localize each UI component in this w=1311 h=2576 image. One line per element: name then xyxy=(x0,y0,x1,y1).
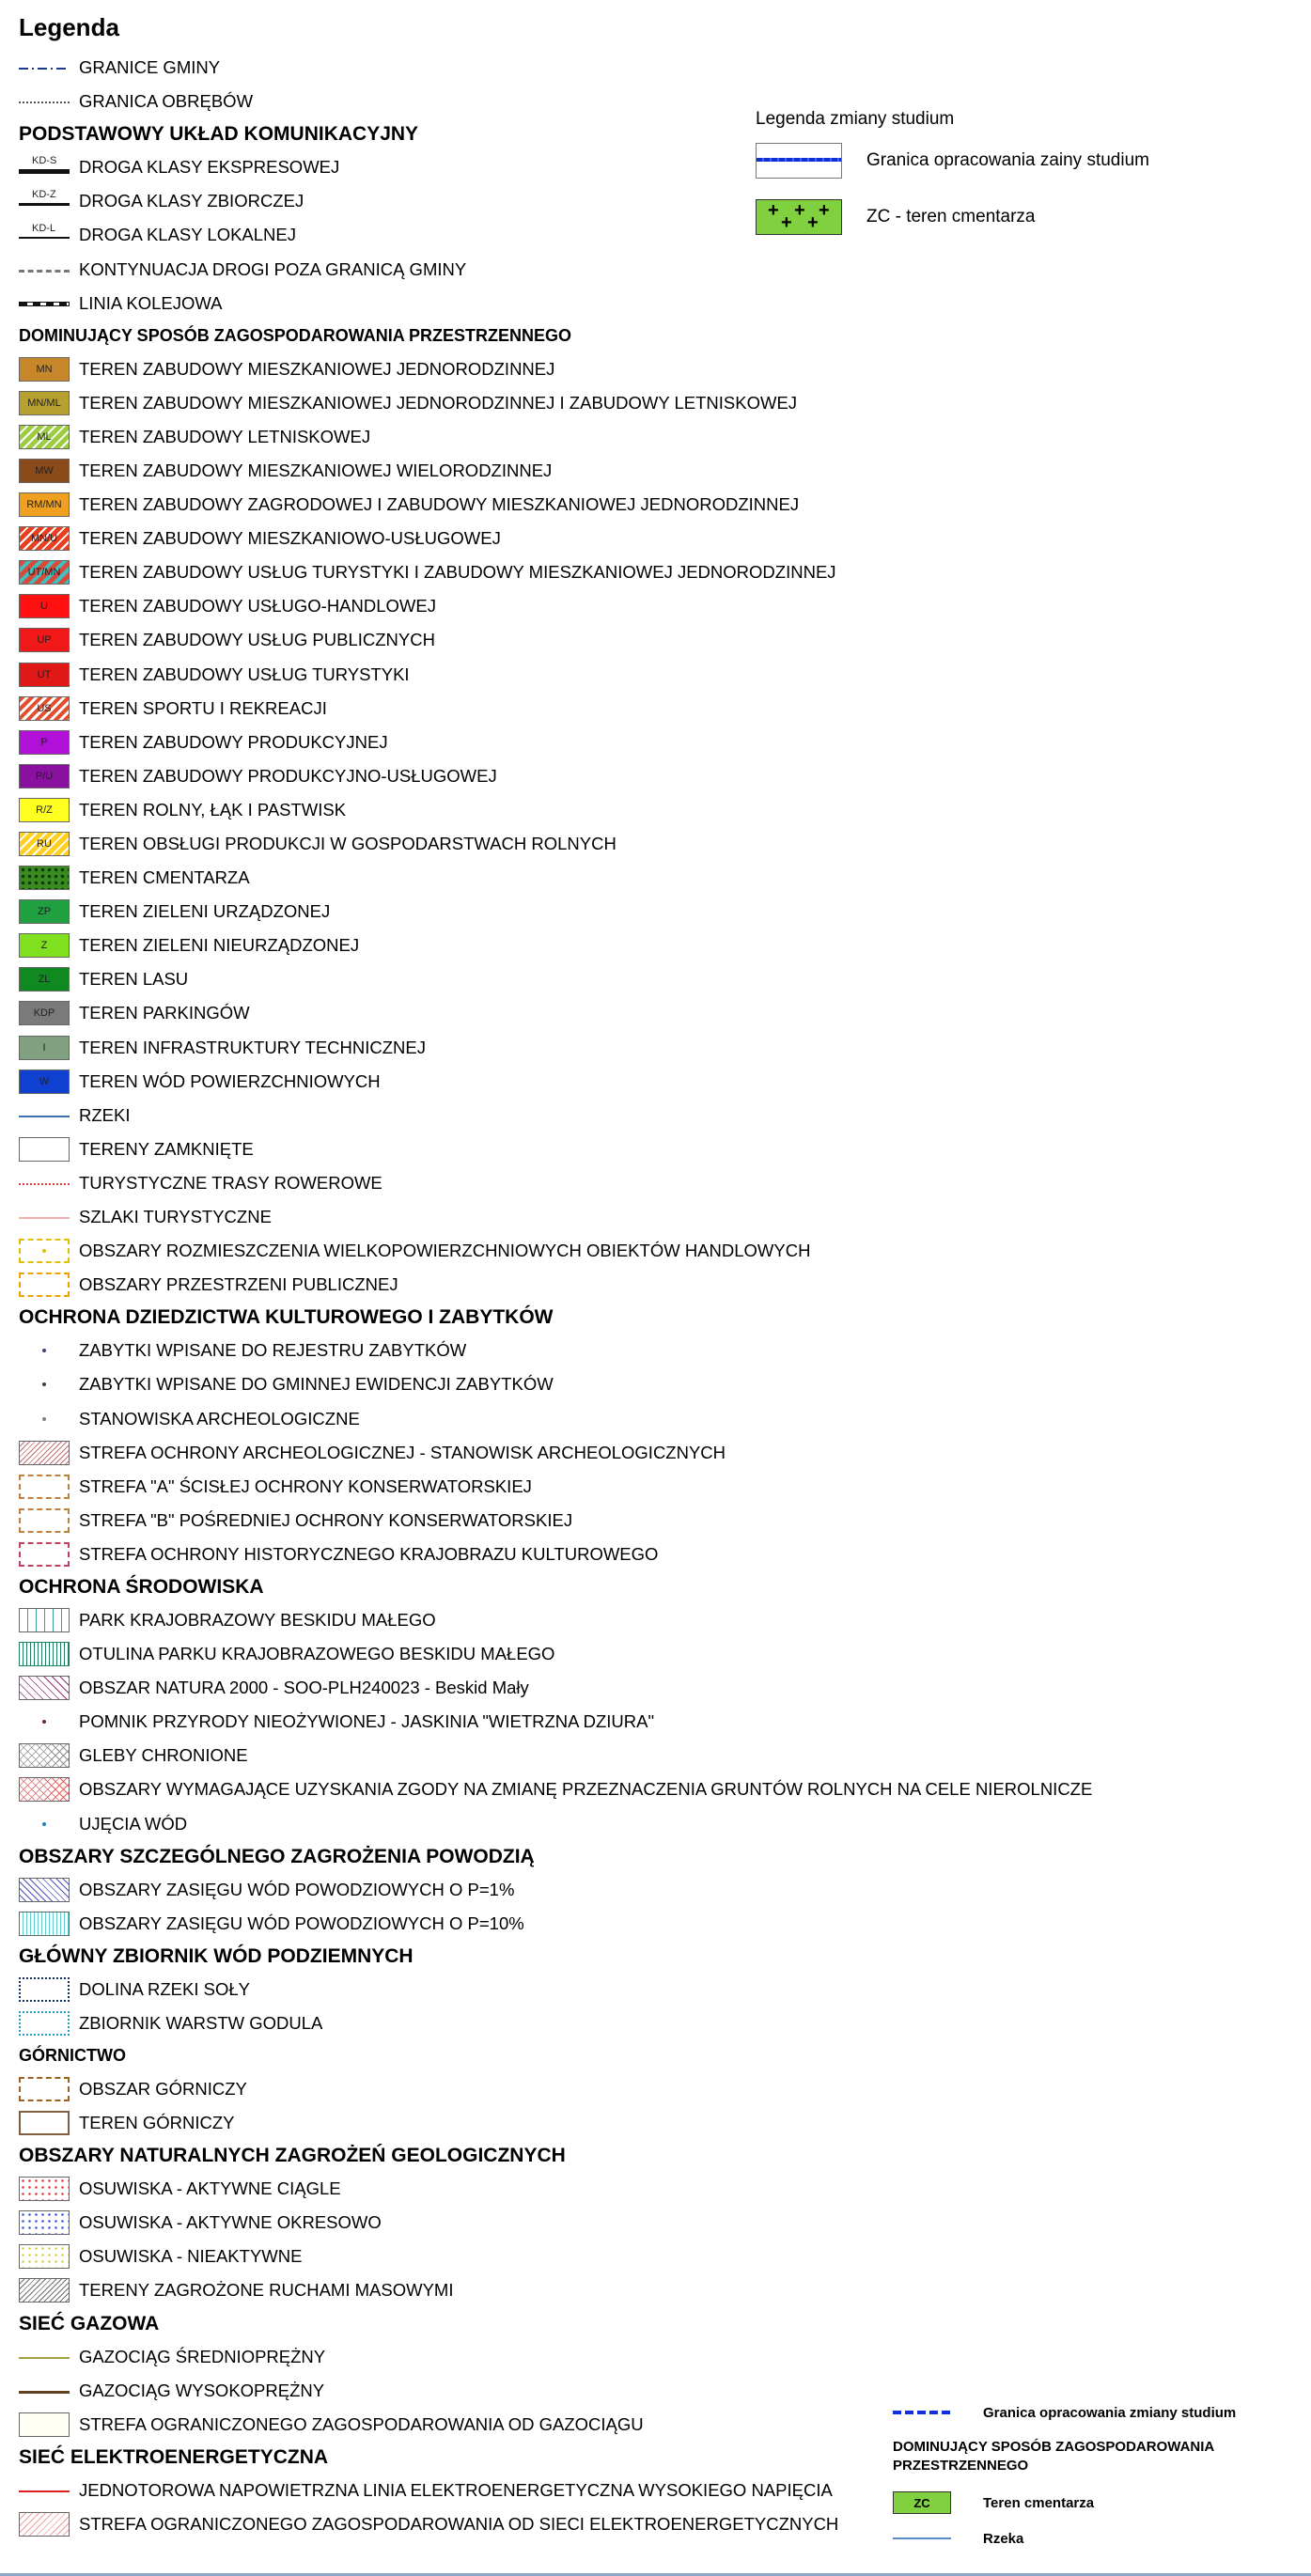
legend-item-label: TEREN ZIELENI NIEURZĄDZONEJ xyxy=(79,935,360,956)
legend-symbol xyxy=(19,1912,70,1936)
legend-item-strefa-ochrony-archeologicznej-stanowisk xyxy=(19,1436,1128,1470)
bottom-cemetery-label: Teren cmentarza xyxy=(983,2494,1095,2511)
legend-symbol xyxy=(19,560,70,585)
legend-symbol xyxy=(19,866,70,890)
legend-symbol xyxy=(19,967,70,991)
legend-item-label: TEREN ZABUDOWY USŁUG PUBLICZNYCH xyxy=(79,630,435,650)
line-symbol xyxy=(19,1217,70,1219)
legend-item-label: ZABYTKI WPISANE DO GMINNEJ EWIDENCJI ZABYTKÓW xyxy=(79,1374,554,1395)
legend-symbol xyxy=(19,1710,70,1734)
line-symbol xyxy=(19,101,70,103)
road-line xyxy=(19,237,70,239)
legend-item-label: TERENY ZAMKNIĘTE xyxy=(79,1138,254,1159)
legend-item-label: DROGA KLASY EKSPRESOWEJ xyxy=(79,157,340,178)
legend-item-label: ZABYTKI WPISANE DO REJESTRU ZABYTKÓW xyxy=(79,1340,467,1361)
road-line xyxy=(19,169,70,174)
land-use-code: UT/MN xyxy=(27,567,61,579)
land-use-code: ZL xyxy=(38,974,51,986)
legend-symbol xyxy=(19,1608,70,1632)
bottom-boundary-symbol xyxy=(893,2401,951,2424)
legend-symbol xyxy=(19,526,70,551)
legend-symbol xyxy=(19,1878,70,1902)
legend-symbol xyxy=(19,663,70,687)
legend-item-osuwiska-aktywne-okresowo xyxy=(19,2206,1128,2240)
legend-item-label: TEREN ZABUDOWY LETNISKOWEJ xyxy=(79,426,371,446)
legend-item-granice-gminy xyxy=(19,51,1128,85)
legend-symbol xyxy=(19,1777,70,1802)
legend-item-label: OTULINA PARKU KRAJOBRAZOWEGO BESKIDU MAŁEGO xyxy=(79,1644,555,1664)
legend-item-label: TEREN ZABUDOWY ZAGRODOWEJ I ZABUDOWY MIESZKANIOWEJ JEDNORODZINNEJ xyxy=(79,494,800,515)
bottom-cemetery-row xyxy=(893,2485,1288,2521)
section-heading-obszary-naturalnych-zagrozen-geologiczny: OBSZARY NATURALNYCH ZAGROŻEŃ GEOLOGICZNYCH xyxy=(19,2145,566,2167)
legend-symbol xyxy=(19,696,70,721)
legend-item-label: OBSZAR NATURA 2000 - SOO-PLH240023 - Beskid Mały xyxy=(79,1678,529,1698)
dot-marker xyxy=(42,1249,46,1253)
change-cemetery-symbol: + + + + + xyxy=(756,199,842,235)
land-use-code: RM/MN xyxy=(26,499,62,511)
legend-item-obszar-natura-2000-soo-plh240023-beskid- xyxy=(19,1671,1128,1705)
legend-item-label: TEREN ZIELENI URZĄDZONEJ xyxy=(79,901,331,922)
legend-symbol xyxy=(19,258,70,282)
legend-item-tereny-zagrozone-ruchami-masowymi xyxy=(19,2273,1128,2307)
legend-item-gazociag-srednioprezny xyxy=(19,2340,1128,2374)
legend-symbol xyxy=(19,1239,70,1263)
land-use-code: MN/U xyxy=(30,533,58,545)
legend-symbol xyxy=(19,1036,70,1060)
legend-item-label: TEREN LASU xyxy=(79,969,189,990)
legend-symbol xyxy=(19,594,70,618)
land-use-code: Z xyxy=(40,940,48,952)
legend-symbol xyxy=(19,1069,70,1094)
legend-item-kontynuacja-drogi-poza-granica-gminy xyxy=(19,252,1128,286)
legend-item-strefa-ochrony-historycznego-krajobrazu- xyxy=(19,1538,1128,1571)
legend-item-label: OBSZARY PRZESTRZENI PUBLICZNEJ xyxy=(79,1274,398,1295)
land-use-code: MN xyxy=(36,363,53,375)
legend-item-label: DOLINA RZEKI SOŁY xyxy=(79,1978,250,1999)
legend-item-label: OSUWISKA - AKTYWNE CIĄGLE xyxy=(79,2178,341,2199)
road-line xyxy=(19,203,70,206)
legend-item-label: RZEKI xyxy=(79,1104,131,1125)
line-symbol xyxy=(19,270,70,273)
legend-item-teren-zabudowy-produkcyjnej xyxy=(19,726,1128,759)
legend-item-label: OBSZARY ZASIĘGU WÓD POWODZIOWYCH O P=1% xyxy=(79,1879,515,1899)
section-heading-podstawowy-uklad-komunikacyjny: PODSTAWOWY UKŁAD KOMUNIKACYJNY xyxy=(19,123,419,146)
bottom-cemetery-symbol xyxy=(893,2491,951,2514)
legend-item-teren-zabudowy-produkcyjno-uslugowej xyxy=(19,759,1128,793)
legend-item-label: GAZOCIĄG WYSOKOPRĘŻNY xyxy=(79,2380,325,2400)
legend-symbol xyxy=(19,2379,70,2403)
legend-symbol xyxy=(19,1743,70,1768)
legend-item-teren-infrastruktury-technicznej xyxy=(19,1031,1128,1065)
legend-symbol xyxy=(19,55,70,80)
bottom-boundary-label: Granica opracowania zmiany studium xyxy=(983,2404,1237,2421)
bottom-river-label: Rzeka xyxy=(983,2530,1024,2547)
land-use-code: US xyxy=(37,702,52,714)
legend-item-obszary-wymagajace-uzyskania-zgody-na-zm xyxy=(19,1772,1128,1806)
land-use-code: ZP xyxy=(37,906,52,918)
change-legend xyxy=(756,109,1149,256)
legend-symbol xyxy=(19,628,70,652)
legend-symbol xyxy=(19,391,70,415)
land-use-code: RU xyxy=(37,838,52,851)
legend-symbol xyxy=(19,2077,70,2101)
bottom-legend xyxy=(893,2395,1288,2556)
section-heading-siec-gazowa: SIEĆ GAZOWA xyxy=(19,2312,160,2334)
land-use-code: ML xyxy=(37,430,52,443)
legend-symbol xyxy=(19,1272,70,1297)
legend-item-label: STREFA OCHRONY ARCHEOLOGICZNEJ - STANOWISK ARCHEOLOGICZNYCH xyxy=(79,1442,726,1462)
legend-symbol xyxy=(19,2011,70,2036)
legend-symbol xyxy=(19,2244,70,2269)
legend-item-label: OBSZARY ROZMIESZCZENIA WIELKOPOWIERZCHNIOWYCH OBIEKTÓW HANDLOWYCH xyxy=(79,1241,811,1261)
change-cemetery-label: ZC - teren cmentarza xyxy=(866,207,1036,226)
legend-item-label: TEREN ZABUDOWY PRODUKCYJNO-USŁUGOWEJ xyxy=(79,765,497,786)
legend-item-label: STREFA "B" POŚREDNIEJ OCHRONY KONSERWATORSKIEJ xyxy=(79,1509,573,1530)
legend-item-label: TEREN GÓRNICZY xyxy=(79,2113,235,2133)
legend-item-label: TEREN ROLNY, ŁĄK I PASTWISK xyxy=(79,799,347,820)
legend-item-label: SZLAKI TURYSTYCZNE xyxy=(79,1207,272,1227)
legend-item-osuwiska-aktywne-ciagle xyxy=(19,2172,1128,2206)
legend-item-obszary-zasiegu-wod-powodziowych-o-p-1 xyxy=(19,1873,1128,1907)
legend-item-teren-zabudowy-mieszkaniowej-wielorodzin xyxy=(19,454,1128,488)
legend-item-label: TURYSTYCZNE TRASY ROWEROWE xyxy=(79,1172,382,1193)
rail-line xyxy=(19,302,70,306)
land-use-code: W xyxy=(39,1075,50,1087)
point-marker xyxy=(42,1822,46,1826)
legend-symbol xyxy=(19,933,70,958)
legend-symbol xyxy=(19,798,70,822)
line-symbol xyxy=(19,1116,70,1117)
section-heading-siec-elektroenergetyczna: SIEĆ ELEKTROENERGETYCZNA xyxy=(19,2445,329,2468)
change-boundary-row xyxy=(756,143,1149,179)
legend-item-otulina-parku-krajobrazowego-beskidu-mal xyxy=(19,1637,1128,1671)
legend-symbol xyxy=(19,2210,70,2235)
legend-item-label: JEDNOTOROWA NAPOWIETRZNA LINIA ELEKTROENERGETYCZNA WYSOKIEGO NAPIĘCIA xyxy=(79,2479,833,2500)
bottom-river-row xyxy=(893,2521,1288,2556)
legend-symbol xyxy=(19,1407,70,1431)
change-cemetery-row xyxy=(756,199,1149,235)
legend-item-label: TEREN OBSŁUGI PRODUKCJI W GOSPODARSTWACH ROLNYCH xyxy=(79,834,616,854)
legend-item-label: OSUWISKA - AKTYWNE OKRESOWO xyxy=(79,2212,382,2233)
legend-item-label: STREFA OGRANICZONEGO ZAGOSPODAROWANIA OD SIECI ELEKTROENERGETYCZNYCH xyxy=(79,2513,839,2534)
legend-item-label: LINIA KOLEJOWA xyxy=(79,292,223,313)
line-symbol xyxy=(19,2490,70,2492)
legend-symbol xyxy=(19,459,70,483)
land-use-code: U xyxy=(40,601,48,613)
land-use-code: P xyxy=(40,736,48,748)
line-symbol xyxy=(19,68,70,70)
section-heading-dominujacy-sposob-zagospodarowania-przes: DOMINUJĄCY SPOSÓB ZAGOSPODAROWANIA PRZESTRZENNEGO xyxy=(19,326,572,346)
legend-item-label: TEREN INFRASTRUKTURY TECHNICZNEJ xyxy=(79,1037,427,1057)
change-boundary-label: Granica opracowania zainy studium xyxy=(866,150,1149,170)
land-use-code: I xyxy=(42,1041,46,1054)
legend-symbol xyxy=(19,223,70,247)
legend-item-strefa-a-scislej-ochrony-konserwatorskie xyxy=(19,1470,1128,1504)
legend-item-label: OSUWISKA - NIEAKTYWNE xyxy=(79,2246,303,2267)
legend-item-teren-zabudowy-uslug-turystyki xyxy=(19,658,1128,692)
legend-list xyxy=(19,51,1128,2541)
legend-item-linia-kolejowa xyxy=(19,287,1128,320)
legend-symbol xyxy=(19,1338,70,1363)
legend-item-label: TEREN ZABUDOWY MIESZKANIOWEJ JEDNORODZINNEJ xyxy=(79,358,555,379)
bottom-river-symbol xyxy=(893,2527,951,2550)
legend-item-label: GLEBY CHRONIONE xyxy=(79,1745,248,1766)
legend-item-label: TEREN SPORTU I REKREACJI xyxy=(79,697,327,718)
legend-item-teren-zieleni-urzadzonej xyxy=(19,895,1128,929)
legend-symbol xyxy=(19,1205,70,1229)
legend-item-zabytki-wpisane-do-rejestru-zabytkow xyxy=(19,1334,1128,1367)
legend-item-park-krajobrazowy-beskidu-malego xyxy=(19,1603,1128,1637)
bottom-legend-heading: DOMINUJĄCY SPOSÓB ZAGOSPODAROWANIA PRZESTRZENNEGO xyxy=(893,2439,1214,2474)
legend-item-pomnik-przyrody-nieozywionej-jaskinia-wi xyxy=(19,1705,1128,1739)
legend-symbol xyxy=(19,2278,70,2303)
legend-item-teren-zabudowy-uslug-turystyki-i-zabudow xyxy=(19,555,1128,589)
bottom-boundary-row xyxy=(893,2395,1288,2430)
change-boundary-symbol xyxy=(756,143,842,179)
legend-item-teren-obslugi-produkcji-w-gospodarstwach xyxy=(19,827,1128,861)
legend-item-obszar-gorniczy xyxy=(19,2072,1128,2106)
legend-item-label: OBSZARY WYMAGAJĄCE UZYSKANIA ZGODY NA ZMIANĘ PRZEZNACZENIA GRUNTÓW ROLNYCH NA CELE NIEROLNICZE xyxy=(79,1779,1093,1800)
legend-symbol xyxy=(19,291,70,316)
line-symbol xyxy=(19,2391,70,2394)
section-heading-glowny-zbiornik-wod-podziemnych: GŁÓWNY ZBIORNIK WÓD PODZIEMNYCH xyxy=(19,1944,414,1967)
legend-item-stanowiska-archeologiczne xyxy=(19,1401,1128,1435)
legend-item-label: TEREN WÓD POWIERZCHNIOWYCH xyxy=(79,1070,381,1091)
point-marker xyxy=(42,1417,46,1421)
land-use-code: P/U xyxy=(35,770,54,782)
legend-item-obszary-zasiegu-wod-powodziowych-o-p-10 xyxy=(19,1907,1128,1941)
legend-symbol xyxy=(19,1812,70,1836)
legend-item-szlaki-turystyczne xyxy=(19,1200,1128,1234)
legend-item-dolina-rzeki-soly xyxy=(19,1973,1128,2006)
land-use-code: R/Z xyxy=(36,804,53,816)
legend-item-label: GRANICA OBRĘBÓW xyxy=(79,91,254,112)
legend-symbol xyxy=(19,357,70,382)
line-symbol xyxy=(19,2357,70,2359)
legend-item-label: TEREN CMENTARZA xyxy=(79,867,250,888)
legend-item-teren-zabudowy-mieszkaniowej-jednorodzin xyxy=(19,386,1128,420)
legend-item-label: DROGA KLASY ZBIORCZEJ xyxy=(79,191,304,211)
line-symbol xyxy=(19,1183,70,1185)
legend-symbol xyxy=(19,1475,70,1499)
legend-item-teren-parkingow xyxy=(19,996,1128,1030)
legend-item-teren-rolny-lak-i-pastwisk xyxy=(19,793,1128,827)
land-use-code: MW xyxy=(35,464,54,476)
legend-item-label: TERENY ZAGROŻONE RUCHAMI MASOWYMI xyxy=(79,2280,454,2301)
change-legend-title: Legenda zmiany studium xyxy=(756,109,955,129)
road-code: KD-S xyxy=(32,155,57,167)
legend-symbol xyxy=(19,2512,70,2537)
section-heading-ochrona-dziedzictwa-kulturowego-i-zabytk: OCHRONA DZIEDZICTWA KULTUROWEGO I ZABYTKÓW xyxy=(19,1306,554,1329)
legend-item-label: TEREN ZABUDOWY MIESZKANIOWEJ JEDNORODZINNEJ I ZABUDOWY LETNISKOWEJ xyxy=(79,392,798,413)
legend-symbol xyxy=(19,189,70,213)
legend-item-obszary-przestrzeni-publicznej xyxy=(19,1268,1128,1302)
legend-item-label: KONTYNUACJA DROGI POZA GRANICĄ GMINY xyxy=(79,258,467,279)
land-use-code: MN/ML xyxy=(27,397,61,409)
legend-item-rzeki xyxy=(19,1099,1128,1132)
road-code: KD-L xyxy=(32,223,56,235)
legend-item-teren-gorniczy xyxy=(19,2106,1128,2140)
legend-symbol xyxy=(19,899,70,924)
legend-item-label: TEREN ZABUDOWY USŁUG TURYSTYKI xyxy=(79,664,410,684)
legend-item-label: PARK KRAJOBRAZOWY BESKIDU MAŁEGO xyxy=(79,1609,436,1630)
legend-symbol xyxy=(19,1676,70,1700)
legend-item-label: DROGA KLASY LOKALNEJ xyxy=(79,225,297,245)
legend-symbol xyxy=(19,2345,70,2369)
legend-item-strefa-b-posredniej-ochrony-konserwators xyxy=(19,1504,1128,1538)
land-use-code: UP xyxy=(37,634,52,647)
legend-item-label: TEREN ZABUDOWY PRODUKCYJNEJ xyxy=(79,731,388,752)
legend-symbol xyxy=(19,1137,70,1162)
legend-item-osuwiska-nieaktywne xyxy=(19,2240,1128,2273)
legend-item-zbiornik-warstw-godula xyxy=(19,2006,1128,2040)
legend-symbol xyxy=(19,2412,70,2437)
legend-symbol xyxy=(19,1508,70,1533)
legend-symbol xyxy=(19,730,70,755)
legend-item-label: OBSZAR GÓRNICZY xyxy=(79,2079,247,2100)
legend-item-label: TEREN ZABUDOWY MIESZKANIOWO-USŁUGOWEJ xyxy=(79,528,501,549)
legend-item-label: TEREN ZABUDOWY MIESZKANIOWEJ WIELORODZINNEJ xyxy=(79,460,553,480)
legend-item-label: POMNIK PRZYRODY NIEOŻYWIONEJ - JASKINIA "WIETRZNA DZIURA" xyxy=(79,1711,655,1732)
legend-symbol xyxy=(19,1542,70,1567)
legend-item-teren-zabudowy-letniskowej xyxy=(19,420,1128,454)
legend-item-label: OBSZARY ZASIĘGU WÓD POWODZIOWYCH O P=10% xyxy=(79,1912,524,1933)
legend-item-gleby-chronione xyxy=(19,1739,1128,1772)
legend-item-teren-cmentarza xyxy=(19,861,1128,895)
legend-symbol xyxy=(19,492,70,517)
legend-item-teren-zabudowy-uslugo-handlowej xyxy=(19,589,1128,623)
legend-item-teren-lasu xyxy=(19,962,1128,996)
legend-item-label: TEREN ZABUDOWY USŁUGO-HANDLOWEJ xyxy=(79,596,436,617)
land-use-code: UT xyxy=(37,668,52,680)
legend-item-obszary-rozmieszczenia-wielkopowierzchni xyxy=(19,1234,1128,1268)
legend-item-label: UJĘCIA WÓD xyxy=(79,1813,188,1834)
legend-symbol xyxy=(19,1642,70,1666)
legend-symbol xyxy=(19,1372,70,1397)
legend-symbol xyxy=(19,1001,70,1025)
land-use-code: KDP xyxy=(33,1007,55,1020)
legend-symbol xyxy=(19,764,70,788)
legend-item-label: STREFA "A" ŚCISŁEJ OCHRONY KONSERWATORSKIEJ xyxy=(79,1475,532,1496)
road-code: KD-Z xyxy=(32,189,56,201)
legend-symbol xyxy=(19,1103,70,1128)
legend-item-label: ZBIORNIK WARSTW GODULA xyxy=(79,2012,323,2033)
legend-item-teren-zabudowy-uslug-publicznych xyxy=(19,623,1128,657)
legend-symbol xyxy=(19,832,70,856)
legend-symbol xyxy=(19,1977,70,2002)
legend-item-label: STANOWISKA ARCHEOLOGICZNE xyxy=(79,1408,360,1429)
point-marker xyxy=(42,1349,46,1352)
legend-symbol xyxy=(19,2478,70,2503)
legend-item-teren-sportu-i-rekreacji xyxy=(19,692,1128,726)
point-marker xyxy=(42,1720,46,1724)
legend-item-label: TEREN ZABUDOWY USŁUG TURYSTYKI I ZABUDOWY MIESZKANIOWEJ JEDNORODZINNEJ xyxy=(79,562,836,583)
legend-item-teren-zabudowy-mieszkaniowo-uslugowej xyxy=(19,522,1128,555)
legend-item-teren-zabudowy-zagrodowej-i-zabudowy-mie xyxy=(19,488,1128,522)
bottom-cemetery-code: ZC xyxy=(913,2495,930,2510)
legend-item-ujecia-wod xyxy=(19,1807,1128,1841)
legend-symbol xyxy=(19,2177,70,2201)
section-heading-gornictwo: GÓRNICTWO xyxy=(19,2046,126,2066)
legend-symbol xyxy=(19,1441,70,1465)
legend-item-tereny-zamkniete xyxy=(19,1132,1128,1166)
legend-item-zabytki-wpisane-do-gminnej-ewidencji-zab xyxy=(19,1367,1128,1401)
legend-symbol xyxy=(19,1171,70,1195)
legend-symbol xyxy=(19,2111,70,2135)
legend-title: Legenda xyxy=(19,13,119,41)
point-marker xyxy=(42,1382,46,1386)
legend-item-label: STREFA OCHRONY HISTORYCZNEGO KRAJOBRAZU KULTUROWEGO xyxy=(79,1543,659,1564)
legend-item-label: GAZOCIĄG ŚREDNIOPRĘŻNY xyxy=(79,2346,326,2366)
legend-symbol xyxy=(19,425,70,449)
section-heading-obszary-szczegolnego-zagrozenia-powodzia: OBSZARY SZCZEGÓLNEGO ZAGROŻENIA POWODZIĄ xyxy=(19,1845,535,1867)
legend-item-label: TEREN PARKINGÓW xyxy=(79,1003,250,1023)
legend-symbol xyxy=(19,89,70,114)
legend-item-teren-zieleni-nieurzadzonej xyxy=(19,929,1128,962)
legend-item-label: STREFA OGRANICZONEGO ZAGOSPODAROWANIA OD GAZOCIĄGU xyxy=(79,2413,644,2434)
legend-item-teren-wod-powierzchniowych xyxy=(19,1065,1128,1099)
legend-item-turystyczne-trasy-rowerowe xyxy=(19,1166,1128,1200)
legend-item-teren-zabudowy-mieszkaniowej-jednorodzin xyxy=(19,352,1128,386)
section-heading-ochrona-srodowiska: OCHRONA ŚRODOWISKA xyxy=(19,1575,264,1598)
legend-symbol xyxy=(19,155,70,180)
legend-item-label: GRANICE GMINY xyxy=(79,57,221,78)
